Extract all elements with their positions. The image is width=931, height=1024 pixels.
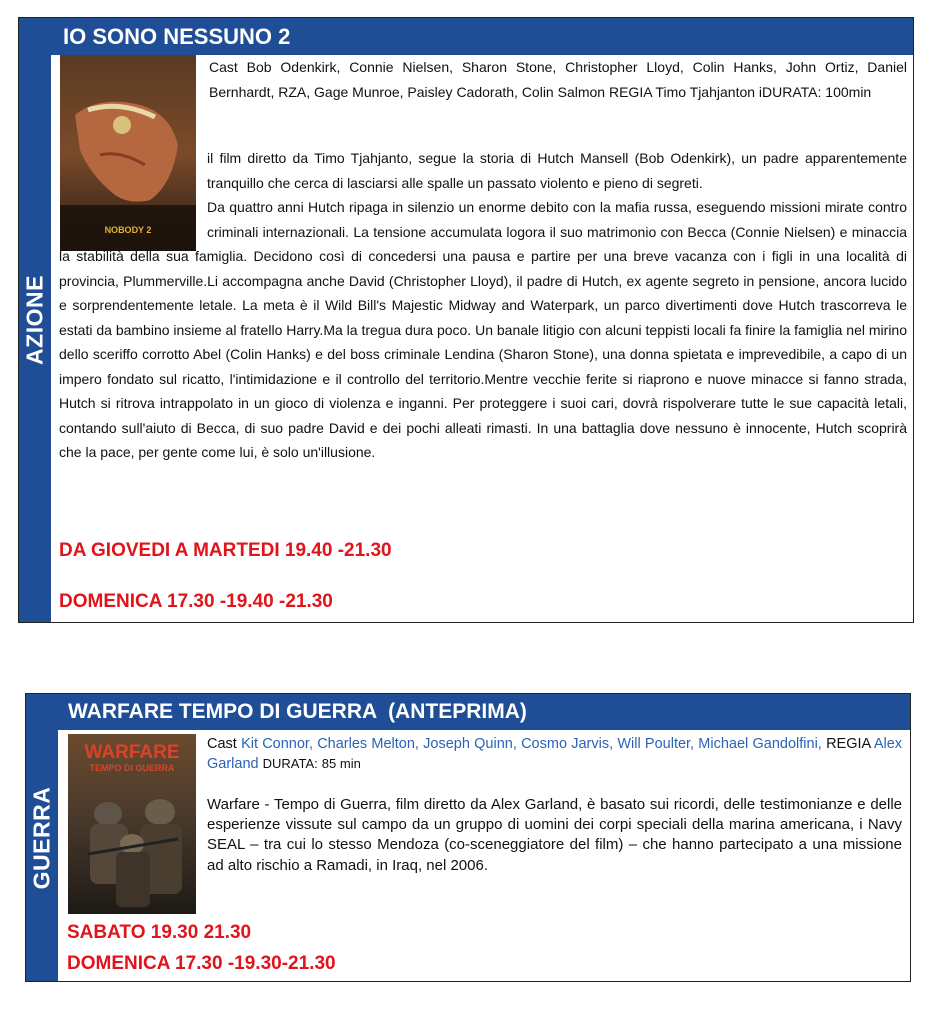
- cast-label: Cast: [209, 59, 238, 75]
- director-name: Alex Garland: [207, 736, 903, 772]
- synopsis-block: [207, 795, 902, 876]
- synopsis-paragraph-1: il film diretto da Timo Tjahjanto, segue la storia di Hutch Mansell (Bob Odenkirk), un padre apparentemente tranquillo che cerca di lasciarsi alle spalle un passato violento e pieno di segreti.: [207, 150, 907, 191]
- duration-value: 100min: [825, 83, 872, 100]
- svg-text:WARFARE: WARFARE: [84, 742, 180, 763]
- cast-list: Bob Odenkirk, Connie Nielsen, Sharon Stone, Christopher Lloyd, Colin Hanks, John Ortiz, Daniel Bernhardt, RZA, Gage Munroe, Paisley Cadorath, Colin Salmon: [209, 59, 908, 100]
- director-name: Timo Tjahjanton: [655, 83, 756, 100]
- cast-list: Kit Connor, Charles Melton, Joseph Quinn, Cosmo Jarvis, Will Poulter, Michael Gandolfini,: [241, 736, 822, 752]
- genre-sidebar: [19, 18, 51, 622]
- poster-image: [68, 734, 196, 914]
- svg-text:NOBODY 2: NOBODY 2: [104, 225, 152, 235]
- movie-poster: [68, 734, 196, 914]
- svg-text:TEMPO DI GUERRA: TEMPO DI GUERRA: [89, 763, 175, 773]
- film-title: WARFARE TEMPO DI GUERRA (ANTEPRIMA): [68, 700, 527, 723]
- synopsis-text: film diretto da Alex Garland, è basato sui ricordi, delle testimonianze e delle esperienze vissute sul campo da un gruppo di uomini dei corpi speciali della marina americana, i Navy SEAL – tra cui lo stesso Mendoza (co-sceneggiatore del film) – che hanno partecipato a una missione ad alto rischio a Ramadi, in Iraq, nel 2006.: [207, 796, 903, 874]
- synopsis-block: [59, 146, 907, 465]
- schedule-sunday: DOMENICA 17.30 -19.30-21.30: [67, 953, 336, 974]
- regia-label: REGIA: [826, 736, 871, 752]
- regia-label: REGIA: [608, 83, 652, 100]
- cast-block: [207, 734, 902, 774]
- film-title-bar: [58, 694, 910, 730]
- schedule-sunday: DOMENICA 17.30 -19.40 -21.30: [59, 591, 333, 612]
- poster-float-space: [59, 146, 207, 229]
- durata-label: DURATA:: [262, 756, 318, 771]
- synopsis-title: Warfare - Tempo di Guerra,: [207, 796, 392, 813]
- synopsis-paragraph-2: Da quattro anni Hutch ripaga in silenzio un enorme debito con la mafia russa, eseguendo missioni mirate contro criminali internazionali. La tensione accumulata logora il suo matrimonio con Becca (Connie Nielsen) e minaccia la stabilità della sua famiglia. Decidono così di concedersi una pausa e partire per una breve vacanza con i figli in una località di provincia, Plummerville.Li accompagna anche David (Christopher Lloyd), il padre di Hutch, ex agente segreto in pensione, ancora lucido e sorprendentemente letale. La meta è il Wild Bill's Majestic Midway and Waterpark, un parco divertimenti dove Hutch trascorreva le estati da bambino insieme al fratello Harry.Ma la tregua dura poco. Un banale litigio con alcuni teppisti locali fa finire la famiglia nel mirino dello sceriffo corrotto Abel (Colin Hanks) e del boss criminale Lendina (Sharon Stone), una donna spietata e imprevedibile, a capo di un impero fondato sul ricatto, l'intimidazione e il controllo del territorio.Mentre vecchie ferite si riaprono e nuove minacce si fanno strada, Hutch si ritrova intrappolato in un gioco di violenza e inganni. Per proteggere i suoi cari, dovrà rispolverare tutte le sue capacità letali, contando sull'aiuto di Becca, di suo padre David e dei pochi alleati rimasti. In una battaglia dove nessuno è innocente, Hutch scoprirà che la pace, per gente come lui, è solo un'illusione.: [59, 199, 907, 460]
- schedule-saturday: SABATO 19.30 21.30: [67, 922, 252, 943]
- film-card-io-sono-nessuno-2: [18, 17, 914, 623]
- cast-block: [209, 55, 907, 105]
- duration-value: 85 min: [321, 756, 361, 771]
- schedule-weekdays: DA GIOVEDI A MARTEDI 19.40 -21.30: [59, 540, 392, 561]
- film-title-bar: [51, 18, 913, 55]
- film-title: IO SONO NESSUNO 2: [63, 24, 291, 49]
- film-card-warfare: [25, 693, 911, 982]
- durata-label: iDURATA:: [758, 83, 822, 100]
- genre-sidebar: [26, 694, 58, 981]
- genre-label: GUERRA: [28, 786, 55, 889]
- genre-label: AZIONE: [21, 275, 48, 365]
- cast-label: Cast: [207, 736, 237, 752]
